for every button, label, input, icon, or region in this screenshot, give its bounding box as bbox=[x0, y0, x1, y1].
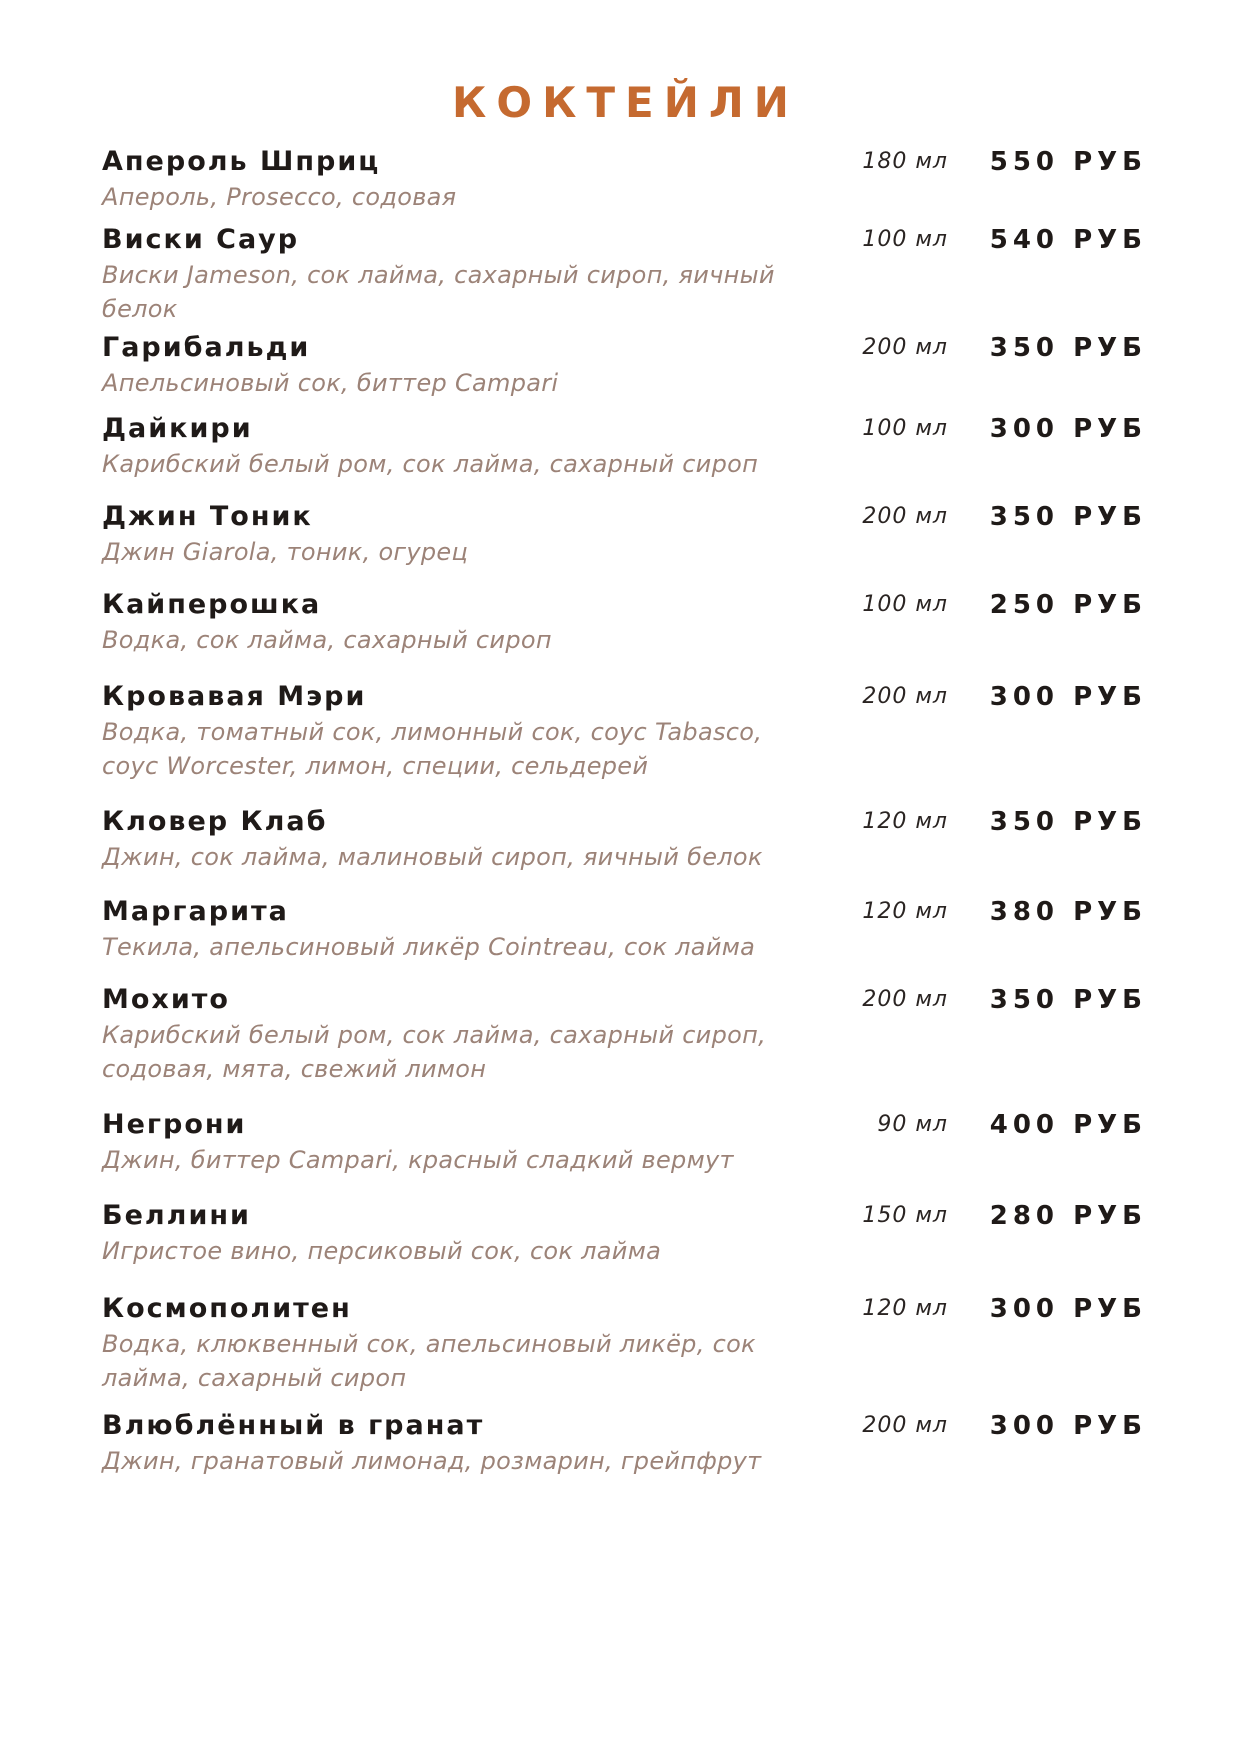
item-name: Кровавая Мэри bbox=[102, 681, 367, 712]
item-volume: 120 мл bbox=[862, 899, 948, 924]
item-price: 280 РУБ bbox=[989, 1201, 1147, 1231]
item-price: 300 РУБ bbox=[989, 682, 1147, 712]
item-description: Джин, биттер Campari, красный сладкий вермут bbox=[102, 1146, 734, 1174]
item-volume: 200 мл bbox=[862, 987, 948, 1012]
item-name: Кайперошка bbox=[102, 589, 322, 620]
item-volume: 90 мл bbox=[877, 1112, 948, 1137]
item-description: Джин, сок лайма, малиновый сироп, яичный белок bbox=[102, 843, 763, 871]
item-volume: 120 мл bbox=[862, 1296, 948, 1321]
item-volume: 100 мл bbox=[862, 227, 948, 252]
item-price: 350 РУБ bbox=[989, 807, 1147, 837]
item-name: Апероль Шприц bbox=[102, 146, 381, 177]
item-name: Мохито bbox=[102, 984, 230, 1015]
item-price: 300 РУБ bbox=[989, 1294, 1147, 1324]
item-volume: 200 мл bbox=[862, 684, 948, 709]
item-volume: 200 мл bbox=[862, 335, 948, 360]
item-price: 250 РУБ bbox=[989, 590, 1147, 620]
item-name: Маргарита bbox=[102, 896, 289, 927]
item-name: Космополитен bbox=[102, 1293, 352, 1324]
item-name: Влюблённый в гранат bbox=[102, 1410, 485, 1441]
item-description: Апероль, Prosecco, содовая bbox=[102, 183, 457, 211]
item-volume: 200 мл bbox=[862, 1413, 948, 1438]
item-name: Кловер Клаб bbox=[102, 806, 328, 837]
page-title: КОКТЕЙЛИ bbox=[452, 78, 799, 127]
item-description: Апельсиновый сок, биттер Campari bbox=[102, 369, 559, 397]
item-price: 540 РУБ bbox=[989, 225, 1147, 255]
item-name: Гарибальди bbox=[102, 332, 311, 363]
item-description: Карибский белый ром, сок лайма, сахарный сироп, содовая, мята, свежий лимон bbox=[102, 1021, 767, 1083]
item-volume: 100 мл bbox=[862, 416, 948, 441]
item-price: 350 РУБ bbox=[989, 333, 1147, 363]
item-price: 550 РУБ bbox=[989, 147, 1147, 177]
item-price: 400 РУБ bbox=[989, 1110, 1147, 1140]
item-name: Негрони bbox=[102, 1109, 247, 1140]
item-description: Водка, сок лайма, сахарный сироп bbox=[102, 626, 552, 654]
item-volume: 200 мл bbox=[862, 504, 948, 529]
item-description: Водка, томатный сок, лимонный сок, соус Tabasco, соус Worcester, лимон, специи, сельдерей bbox=[102, 718, 763, 780]
item-description: Джин, гранатовый лимонад, розмарин, грейпфрут bbox=[102, 1447, 762, 1475]
item-volume: 150 мл bbox=[862, 1203, 948, 1228]
item-name: Виски Саур bbox=[102, 224, 300, 255]
item-description: Джин Giarola, тоник, огурец bbox=[102, 538, 469, 566]
item-price: 300 РУБ bbox=[989, 1411, 1147, 1441]
item-description: Текила, апельсиновый ликёр Cointreau, сок лайма bbox=[102, 933, 756, 961]
item-price: 300 РУБ bbox=[989, 414, 1147, 444]
item-volume: 180 мл bbox=[862, 149, 948, 174]
item-description: Игристое вино, персиковый сок, сок лайма bbox=[102, 1237, 662, 1265]
item-description: Виски Jameson, сок лайма, сахарный сироп, яичный белок bbox=[102, 261, 775, 323]
item-name: Дайкири bbox=[102, 413, 253, 444]
item-price: 350 РУБ bbox=[989, 502, 1147, 532]
item-description: Карибский белый ром, сок лайма, сахарный сироп bbox=[102, 450, 759, 478]
item-name: Беллини bbox=[102, 1200, 251, 1231]
item-description: Водка, клюквенный сок, апельсиновый ликёр, сок лайма, сахарный сироп bbox=[102, 1330, 756, 1392]
item-volume: 100 мл bbox=[862, 592, 948, 617]
item-price: 350 РУБ bbox=[989, 985, 1147, 1015]
item-price: 380 РУБ bbox=[989, 897, 1147, 927]
item-volume: 120 мл bbox=[862, 809, 948, 834]
item-name: Джин Тоник bbox=[102, 501, 313, 532]
